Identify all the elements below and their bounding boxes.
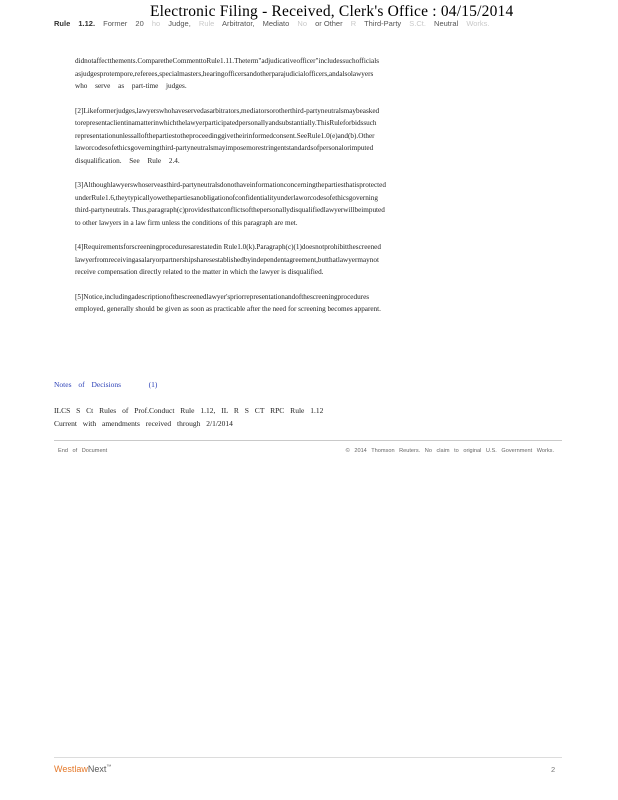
paragraph-line: employed, generally should be given as soon as practicable after the need for screening becomes apparent. [75,305,381,313]
paragraph-line: to other lawyers in a law firm unless the conditions of this paragraph are met. [75,218,298,227]
comment-paragraph-1 [75,55,515,93]
header-faint: Works. [466,19,490,28]
paragraph-line: receive compensation directly related to the matter in which the lawyer is disqualified. [75,268,324,276]
header-faint: ho [151,19,161,28]
header-part: Arbitrator, [222,19,255,28]
page-bottom-rule [54,757,562,758]
paragraph-line: disqualification. See Rule 2.4. [75,156,180,165]
paragraph-line: who serve as part-time judges. [75,82,187,90]
comment-paragraph-3 [75,179,515,229]
comment-paragraph-5 [75,291,515,316]
page-number: 2 [551,765,556,774]
paragraph-line: third-partyneutrals. Thus,paragraph(c)providesthatconflictsofthepersonallydisqualifiedlawyerwillbeimputed [75,206,385,214]
filing-stamp: Electronic Filing - Received, Clerk's Office : 04/15/2014 [150,3,514,20]
citation-line-2: Current with amendments received through 2/1/2014 [54,418,233,428]
header-faint: S.Ct. [409,19,426,28]
running-header [54,19,578,28]
header-part: or Other [315,19,343,28]
paragraph-line: representationunlessallofthepartiestotheproceedinggivetheirinformedconsent.SeeRule1.0(e)and(b).Other [75,131,375,140]
notes-count: (1) [148,380,158,389]
header-part: Neutral [434,19,459,28]
comment-paragraph-2 [75,105,515,168]
document-footer [58,448,554,454]
paragraph-line: [5]Notice,includingadescriptionofthescreenedlawyer'spriorrepresentationandofthescreeningprocedures [75,292,370,301]
comment-paragraph-4 [75,241,515,279]
header-faint: No [297,19,307,28]
copyright-notice: © 2014 Thomson Reuters. No claim to original U.S. Government Works. [345,448,554,454]
header-part: 20 [135,19,144,28]
citation-block [54,405,323,430]
paragraph-line: torepresentaclientinamatterinwhichthelawyerparticipatedpersonallyandsubstantially.ThisRuleforbidssuch [75,119,377,127]
citation-line-1: ILCS S Ct Rules of Prof.Conduct Rule 1.12, IL R S CT RPC Rule 1.12 [54,406,324,415]
paragraph-line: didnotaffectthements.ComparetheCommenttoRule1.11.Theterm"adjudicativeofficer"includessuchofficials [75,57,379,65]
end-divider [54,440,562,441]
paragraph-line: [4]Requirementsforscreeningproceduresarestatedin Rule1.0(k).Paragraph(c)(1)doesnotprohibitthescreened [75,243,381,251]
rule-comment-body [75,55,515,328]
paragraph-line: underRule1.6,theytypicallyowethepartiesanobligationofconfidentialityunderlaworcodesofethicsgoverning [75,193,378,202]
header-faint: Rule [198,19,215,28]
header-faint: R [350,19,357,28]
notes-of-decisions-link[interactable] [54,380,157,389]
paragraph-line: lawyerfromreceivingasalaryorpartnershipsharesestablishedbyindependentagreement,butthatlawyermaynot [75,255,379,264]
paragraph-line: asjudgesprotempore,referees,specialmasters,hearingofficersandotherparajudicialofficers,andalsolawyers [75,69,374,78]
end-of-document-label: End of Document [58,448,108,454]
paragraph-line: [2]Likeformerjudges,lawyerswhohaveservedasarbitrators,mediatorsorotherthird-partyneutralsmaybeasked [75,106,380,115]
paragraph-line: [3]Althoughlawyerswhoserveasthird-partyneutralsdonothaveinformationconcerningthepartiesthatisprotected [75,181,386,189]
westlawnext-logo: WestlawNext™ [54,764,112,774]
header-part: Mediato [262,19,290,28]
header-rule-label: Rule [54,19,71,28]
paragraph-line: laworcodesofethicsgoverningthird-partyneutralsmayimposemorestringentstandardsofpersonalorimputed [75,144,374,152]
header-part: Judge, [168,19,191,28]
header-rule-number: 1.12. [78,19,96,28]
header-part: Former [103,19,128,28]
notes-label: Notes of Decisions [54,380,122,389]
header-part: Third-Party [364,19,402,28]
